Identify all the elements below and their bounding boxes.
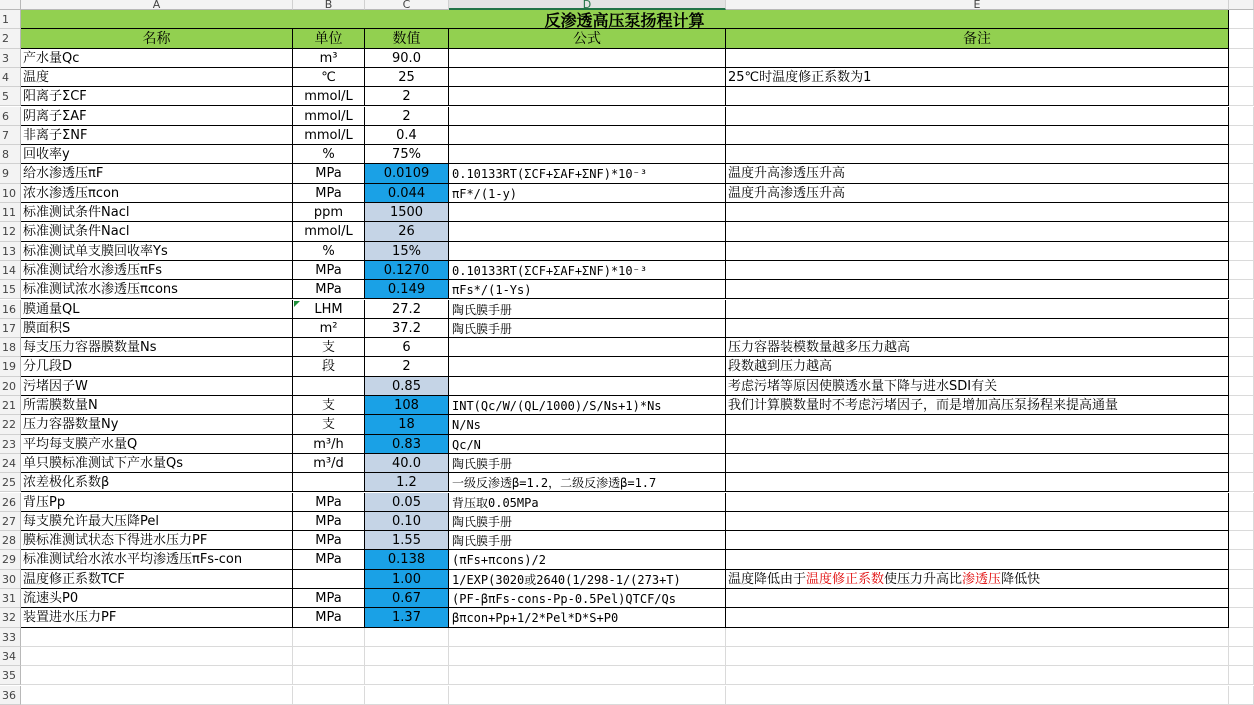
row-header[interactable]: 12 <box>0 222 21 241</box>
cell-empty[interactable] <box>1229 589 1254 608</box>
cell-empty[interactable] <box>449 666 726 685</box>
row-header[interactable]: 36 <box>0 686 21 705</box>
note-cell[interactable] <box>726 319 1229 338</box>
name-cell[interactable]: 产水量Qc <box>21 49 293 68</box>
name-cell[interactable]: 温度修正系数TCF <box>21 570 293 589</box>
note-cell[interactable] <box>726 473 1229 492</box>
cell-empty[interactable] <box>1229 396 1254 415</box>
formula-cell[interactable]: 陶氏膜手册 <box>449 300 726 319</box>
formula-cell[interactable] <box>449 107 726 126</box>
column-header-b[interactable]: B <box>293 0 365 10</box>
row-header[interactable]: 19 <box>0 357 21 376</box>
name-cell[interactable]: 阴离子ΣAF <box>21 107 293 126</box>
formula-cell[interactable]: 陶氏膜手册 <box>449 454 726 473</box>
formula-cell[interactable] <box>449 68 726 87</box>
cell-empty[interactable] <box>726 686 1229 705</box>
cell-empty[interactable] <box>726 666 1229 685</box>
formula-cell[interactable]: βπcon+Pp+1/2*Pel*D*S+P0 <box>449 608 726 627</box>
value-cell[interactable]: 0.05 <box>365 493 449 512</box>
cell-empty[interactable] <box>1229 29 1254 48</box>
name-cell[interactable]: 背压Pp <box>21 493 293 512</box>
row-header[interactable]: 30 <box>0 570 21 589</box>
cell-empty[interactable] <box>1229 531 1254 550</box>
row-header[interactable]: 20 <box>0 377 21 396</box>
note-text-part: 温度修正系数 <box>806 571 885 587</box>
name-cell[interactable]: 压力容器数量Ny <box>21 415 293 434</box>
value-cell[interactable]: 40.0 <box>365 454 449 473</box>
row-header[interactable]: 22 <box>0 415 21 434</box>
value-cell[interactable]: 0.85 <box>365 377 449 396</box>
note-cell[interactable]: 我们计算膜数量时不考虑污堵因子，而是增加高压泵扬程来提高通量 <box>726 396 1229 415</box>
formula-cell[interactable]: 陶氏膜手册 <box>449 512 726 531</box>
value-cell[interactable]: 108 <box>365 396 449 415</box>
note-cell[interactable] <box>726 512 1229 531</box>
note-cell[interactable] <box>726 126 1229 145</box>
note-cell[interactable] <box>726 435 1229 454</box>
cell-empty[interactable] <box>365 686 449 705</box>
unit-cell[interactable]: 支 <box>293 396 365 415</box>
unit-cell[interactable]: MPa <box>293 184 365 203</box>
cell-empty[interactable] <box>21 686 293 705</box>
note-cell[interactable] <box>726 107 1229 126</box>
note-cell[interactable] <box>726 49 1229 68</box>
name-cell[interactable]: 污堵因子W <box>21 377 293 396</box>
header-cell-note[interactable]: 备注 <box>726 29 1229 48</box>
note-cell[interactable] <box>726 300 1229 319</box>
formula-cell[interactable] <box>449 357 726 376</box>
note-cell[interactable] <box>726 454 1229 473</box>
cell-empty[interactable] <box>293 647 365 666</box>
cell-empty[interactable] <box>1229 222 1254 241</box>
note-cell[interactable]: 压力容器装模数量越多压力越高 <box>726 338 1229 357</box>
comment-indicator-icon <box>294 301 300 307</box>
row-header[interactable]: 35 <box>0 666 21 685</box>
cell-empty[interactable] <box>1229 164 1254 183</box>
value-cell[interactable]: 0.4 <box>365 126 449 145</box>
name-cell[interactable]: 单只膜标准测试下产水量Qs <box>21 454 293 473</box>
unit-cell[interactable] <box>293 473 365 492</box>
row-header[interactable]: 21 <box>0 396 21 415</box>
unit-cell[interactable]: 支 <box>293 338 365 357</box>
formula-cell[interactable] <box>449 49 726 68</box>
formula-cell[interactable] <box>449 377 726 396</box>
column-header-f[interactable] <box>1229 0 1254 10</box>
formula-cell[interactable]: (PF-βπFs-cons-Pp-0.5Pel)QTCF/Qs <box>449 589 726 608</box>
value-cell[interactable]: 0.138 <box>365 550 449 569</box>
row-header[interactable]: 33 <box>0 628 21 647</box>
note-text-part: 温度降低由于 <box>728 571 807 587</box>
row-header[interactable]: 11 <box>0 203 21 222</box>
cell-empty[interactable] <box>21 628 293 647</box>
cell-empty[interactable] <box>1229 300 1254 319</box>
row-header[interactable]: 34 <box>0 647 21 666</box>
value-cell[interactable]: 1.00 <box>365 570 449 589</box>
row-header[interactable]: 31 <box>0 589 21 608</box>
cell-empty[interactable] <box>21 666 293 685</box>
note-cell[interactable] <box>726 570 1229 589</box>
cell-empty[interactable] <box>293 686 365 705</box>
cell-empty[interactable] <box>1229 647 1254 666</box>
name-cell[interactable]: 分几段D <box>21 357 293 376</box>
value-cell[interactable]: 0.67 <box>365 589 449 608</box>
note-cell[interactable] <box>726 87 1229 106</box>
row-header[interactable]: 5 <box>0 87 21 106</box>
value-cell[interactable]: 75% <box>365 145 449 164</box>
row-header[interactable]: 24 <box>0 454 21 473</box>
formula-cell[interactable]: INT(Qc/W/(QL/1000)/S/Ns+1)*Ns <box>449 396 726 415</box>
header-cell-unit[interactable]: 单位 <box>293 29 365 48</box>
unit-cell[interactable] <box>293 377 365 396</box>
cell-empty[interactable] <box>1229 10 1254 29</box>
row-header[interactable]: 25 <box>0 473 21 492</box>
note-cell[interactable] <box>726 531 1229 550</box>
value-cell[interactable]: 15% <box>365 242 449 261</box>
name-cell[interactable]: 浓水渗透压πcon <box>21 184 293 203</box>
row-header[interactable]: 7 <box>0 126 21 145</box>
cell-empty[interactable] <box>1229 473 1254 492</box>
row-header[interactable]: 15 <box>0 280 21 299</box>
name-cell[interactable]: 给水渗透压πF <box>21 164 293 183</box>
unit-cell[interactable]: % <box>293 242 365 261</box>
value-cell[interactable]: 26 <box>365 222 449 241</box>
cell-empty[interactable] <box>1229 435 1254 454</box>
note-text-part: 降低快 <box>1001 571 1041 587</box>
cell-empty[interactable] <box>726 628 1229 647</box>
name-cell[interactable]: 标准测试给水浓水平均渗透压πFs-con <box>21 550 293 569</box>
row-header[interactable]: 3 <box>0 49 21 68</box>
value-cell[interactable]: 2 <box>365 357 449 376</box>
name-cell[interactable]: 浓差极化系数β <box>21 473 293 492</box>
formula-cell[interactable] <box>449 87 726 106</box>
formula-cell[interactable]: Qc/N <box>449 435 726 454</box>
name-cell[interactable]: 标准测试给水渗透压πFs <box>21 261 293 280</box>
cell-empty[interactable] <box>1229 68 1254 87</box>
value-cell[interactable]: 25 <box>365 68 449 87</box>
row-header[interactable]: 28 <box>0 531 21 550</box>
name-cell[interactable]: 膜标准测试状态下得进水压力PF <box>21 531 293 550</box>
cell-empty[interactable] <box>1229 87 1254 106</box>
note-cell[interactable] <box>726 203 1229 222</box>
formula-cell[interactable]: N/Ns <box>449 415 726 434</box>
unit-cell[interactable]: MPa <box>293 589 365 608</box>
formula-cell[interactable] <box>449 145 726 164</box>
note-cell[interactable] <box>726 589 1229 608</box>
value-cell[interactable]: 27.2 <box>365 300 449 319</box>
select-all-corner[interactable] <box>0 0 21 10</box>
note-cell[interactable] <box>726 550 1229 569</box>
value-cell[interactable]: 6 <box>365 338 449 357</box>
note-cell[interactable] <box>726 608 1229 627</box>
formula-cell[interactable]: 0.10133RT(ΣCF+ΣAF+ΣNF)*10⁻³ <box>449 261 726 280</box>
unit-cell[interactable]: % <box>293 145 365 164</box>
cell-empty[interactable] <box>1229 570 1254 589</box>
value-cell[interactable]: 90.0 <box>365 49 449 68</box>
value-cell[interactable]: 0.83 <box>365 435 449 454</box>
unit-cell[interactable]: MPa <box>293 550 365 569</box>
value-cell[interactable]: 37.2 <box>365 319 449 338</box>
value-cell[interactable]: 0.1270 <box>365 261 449 280</box>
unit-cell[interactable]: MPa <box>293 512 365 531</box>
cell-empty[interactable] <box>1229 242 1254 261</box>
cell-empty[interactable] <box>1229 608 1254 627</box>
formula-cell[interactable]: 陶氏膜手册 <box>449 319 726 338</box>
cell-empty[interactable] <box>1229 107 1254 126</box>
unit-cell[interactable]: MPa <box>293 531 365 550</box>
row-header[interactable]: 17 <box>0 319 21 338</box>
unit-cell[interactable]: m³/h <box>293 435 365 454</box>
note-cell[interactable] <box>726 145 1229 164</box>
cell-empty[interactable] <box>1229 261 1254 280</box>
name-cell[interactable]: 装置进水压力PF <box>21 608 293 627</box>
row-header[interactable]: 23 <box>0 435 21 454</box>
name-cell[interactable]: 所需膜数量N <box>21 396 293 415</box>
note-cell[interactable]: 考虑污堵等原因使膜透水量下降与进水SDI有关 <box>726 377 1229 396</box>
column-header-a[interactable]: A <box>21 0 293 10</box>
name-cell[interactable]: 标准测试浓水渗透压πcons <box>21 280 293 299</box>
unit-cell[interactable]: LHM <box>293 300 365 319</box>
value-cell[interactable]: 0.149 <box>365 280 449 299</box>
name-cell[interactable]: 温度 <box>21 68 293 87</box>
formula-cell[interactable]: πF*/(1-y) <box>449 184 726 203</box>
value-cell[interactable]: 1.37 <box>365 608 449 627</box>
formula-cell[interactable]: πFs*/(1-Ys) <box>449 280 726 299</box>
unit-cell[interactable]: MPa <box>293 280 365 299</box>
row-header[interactable]: 27 <box>0 512 21 531</box>
value-cell[interactable]: 2 <box>365 87 449 106</box>
value-cell[interactable]: 0.10 <box>365 512 449 531</box>
column-header-c[interactable]: C <box>365 0 449 10</box>
unit-cell[interactable]: 支 <box>293 415 365 434</box>
note-cell[interactable]: 温度升高渗透压升高 <box>726 164 1229 183</box>
name-cell[interactable]: 回收率y <box>21 145 293 164</box>
formula-cell[interactable]: 0.10133RT(ΣCF+ΣAF+ΣNF)*10⁻³ <box>449 164 726 183</box>
formula-cell[interactable] <box>449 203 726 222</box>
cell-empty[interactable] <box>1229 686 1254 705</box>
cell-empty[interactable] <box>449 647 726 666</box>
row-header[interactable]: 1 <box>0 10 21 29</box>
cell-empty[interactable] <box>1229 666 1254 685</box>
cell-empty[interactable] <box>1229 145 1254 164</box>
cell-empty[interactable] <box>1229 512 1254 531</box>
row-header[interactable]: 9 <box>0 164 21 183</box>
unit-cell[interactable]: mmol/L <box>293 126 365 145</box>
row-header[interactable]: 8 <box>0 145 21 164</box>
cell-empty[interactable] <box>1229 280 1254 299</box>
unit-cell[interactable]: 段 <box>293 357 365 376</box>
cell-empty[interactable] <box>293 628 365 647</box>
value-cell[interactable]: 0.044 <box>365 184 449 203</box>
note-cell[interactable]: 段数越到压力越高 <box>726 357 1229 376</box>
note-cell[interactable] <box>726 242 1229 261</box>
note-cell[interactable] <box>726 222 1229 241</box>
column-header-e[interactable]: E <box>726 0 1229 10</box>
row-header[interactable]: 6 <box>0 107 21 126</box>
value-cell[interactable]: 2 <box>365 107 449 126</box>
name-cell[interactable]: 每支膜允许最大压降Pel <box>21 512 293 531</box>
unit-cell[interactable] <box>293 570 365 589</box>
formula-cell[interactable] <box>449 338 726 357</box>
name-cell[interactable]: 标准测试单支膜回收率Ys <box>21 242 293 261</box>
unit-cell[interactable]: m² <box>293 319 365 338</box>
cell-empty[interactable] <box>1229 628 1254 647</box>
name-cell[interactable]: 标准测试条件Nacl <box>21 222 293 241</box>
formula-cell[interactable]: 陶氏膜手册 <box>449 531 726 550</box>
unit-cell[interactable]: MPa <box>293 261 365 280</box>
unit-cell[interactable]: MPa <box>293 608 365 627</box>
cell-empty[interactable] <box>21 647 293 666</box>
formula-cell[interactable]: 1/EXP(3020或2640(1/298-1/(273+T) <box>449 570 726 589</box>
unit-cell[interactable]: m³ <box>293 49 365 68</box>
cell-empty[interactable] <box>1229 126 1254 145</box>
unit-cell[interactable]: mmol/L <box>293 222 365 241</box>
name-cell[interactable]: 膜面积S <box>21 319 293 338</box>
note-cell[interactable] <box>726 261 1229 280</box>
formula-cell[interactable]: (πFs+πcons)/2 <box>449 550 726 569</box>
name-cell[interactable]: 每支压力容器膜数量Ns <box>21 338 293 357</box>
name-cell[interactable]: 阳离子ΣCF <box>21 87 293 106</box>
note-cell[interactable] <box>726 280 1229 299</box>
cell-empty[interactable] <box>449 686 726 705</box>
cell-empty[interactable] <box>1229 493 1254 512</box>
formula-cell[interactable] <box>449 126 726 145</box>
cell-empty[interactable] <box>1229 357 1254 376</box>
row-header[interactable]: 29 <box>0 550 21 569</box>
note-text-part: 使压力升高比 <box>884 571 963 587</box>
row-header[interactable]: 2 <box>0 29 21 48</box>
cell-empty[interactable] <box>365 666 449 685</box>
header-cell-name[interactable]: 名称 <box>21 29 293 48</box>
formula-cell[interactable]: 一级反渗透β=1.2，二级反渗透β=1.7 <box>449 473 726 492</box>
value-cell[interactable]: 1.55 <box>365 531 449 550</box>
cell-empty[interactable] <box>1229 415 1254 434</box>
name-cell[interactable]: 平均每支膜产水量Q <box>21 435 293 454</box>
row-header[interactable]: 16 <box>0 300 21 319</box>
cell-empty[interactable] <box>1229 550 1254 569</box>
row-header[interactable]: 13 <box>0 242 21 261</box>
unit-cell[interactable]: mmol/L <box>293 107 365 126</box>
name-cell[interactable]: 膜通量QL <box>21 300 293 319</box>
note-text-part: 渗透压 <box>962 571 1002 587</box>
cell-empty[interactable] <box>1229 319 1254 338</box>
row-header[interactable]: 14 <box>0 261 21 280</box>
value-cell[interactable]: 1.2 <box>365 473 449 492</box>
unit-cell[interactable]: m³/d <box>293 454 365 473</box>
note-cell[interactable] <box>726 493 1229 512</box>
unit-cell[interactable]: MPa <box>293 164 365 183</box>
formula-cell[interactable] <box>449 222 726 241</box>
name-cell[interactable]: 流速头P0 <box>21 589 293 608</box>
name-cell[interactable]: 非离子ΣNF <box>21 126 293 145</box>
cell-empty[interactable] <box>1229 203 1254 222</box>
row-header[interactable]: 32 <box>0 608 21 627</box>
row-header[interactable]: 26 <box>0 493 21 512</box>
row-header[interactable]: 4 <box>0 68 21 87</box>
sheet-title[interactable]: 反渗透高压泵扬程计算 <box>21 10 1229 29</box>
value-cell[interactable]: 1500 <box>365 203 449 222</box>
row-header[interactable]: 18 <box>0 338 21 357</box>
cell-empty[interactable] <box>1229 454 1254 473</box>
note-cell[interactable]: 温度升高渗透压升高 <box>726 184 1229 203</box>
cell-empty[interactable] <box>726 647 1229 666</box>
name-cell[interactable]: 标准测试条件Nacl <box>21 203 293 222</box>
unit-cell[interactable]: MPa <box>293 493 365 512</box>
unit-cell[interactable]: ℃ <box>293 68 365 87</box>
formula-cell[interactable]: 背压取0.05MPa <box>449 493 726 512</box>
column-header-d[interactable]: D <box>449 0 726 10</box>
value-cell[interactable]: 18 <box>365 415 449 434</box>
header-cell-formula[interactable]: 公式 <box>449 29 726 48</box>
cell-empty[interactable] <box>365 647 449 666</box>
cell-empty[interactable] <box>1229 184 1254 203</box>
row-header[interactable]: 10 <box>0 184 21 203</box>
formula-cell[interactable] <box>449 242 726 261</box>
note-cell[interactable]: 25℃时温度修正系数为1 <box>726 68 1229 87</box>
cell-empty[interactable] <box>449 628 726 647</box>
cell-empty[interactable] <box>1229 377 1254 396</box>
note-cell[interactable] <box>726 415 1229 434</box>
unit-cell[interactable]: ppm <box>293 203 365 222</box>
cell-empty[interactable] <box>365 628 449 647</box>
value-cell[interactable]: 0.0109 <box>365 164 449 183</box>
cell-empty[interactable] <box>1229 49 1254 68</box>
unit-cell[interactable]: mmol/L <box>293 87 365 106</box>
cell-empty[interactable] <box>1229 338 1254 357</box>
header-cell-value[interactable]: 数值 <box>365 29 449 48</box>
cell-empty[interactable] <box>293 666 365 685</box>
